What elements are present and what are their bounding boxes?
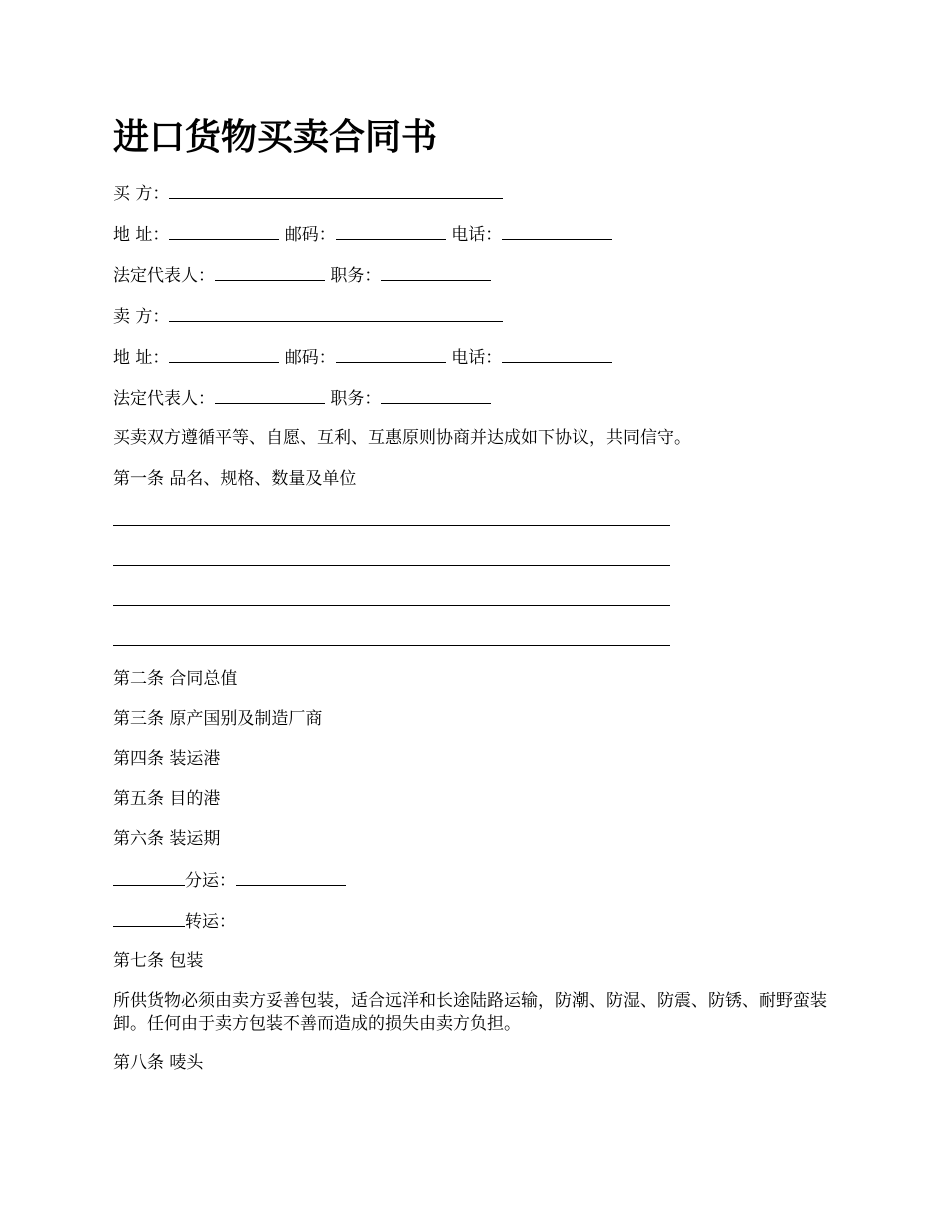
article-4-heading: 第四条 装运港	[113, 749, 221, 769]
article-1-blank-line-1[interactable]	[113, 525, 670, 526]
buyer-position-field[interactable]	[381, 262, 491, 281]
seller-postcode-field[interactable]	[336, 344, 446, 363]
buyer-rep-line	[113, 262, 491, 288]
buyer-party-label: 买 方：	[113, 184, 170, 204]
buyer-phone-field[interactable]	[502, 221, 612, 240]
partial-shipment-label: 分运：	[185, 871, 236, 891]
seller-phone-label: 电话：	[451, 348, 503, 368]
transshipment-line	[113, 908, 236, 934]
article-1-blank-line-2[interactable]	[113, 565, 670, 566]
article-5-heading: 第五条 目的港	[113, 789, 221, 809]
article-8-heading: 第八条 唛头	[113, 1053, 204, 1073]
buyer-address-line	[113, 221, 612, 247]
packaging-paragraph: 所供货物必须由卖方妥善包装，适合远洋和长途陆路运输，防潮、防湿、防震、防锈、耐野蛮装卸。任何由于卖方包装不善而造成的损失由卖方负担。	[113, 991, 827, 1034]
article-2-heading: 第二条 合同总值	[113, 669, 238, 689]
seller-party-label: 卖 方：	[113, 307, 170, 327]
buyer-rep-field[interactable]	[215, 262, 325, 281]
seller-postcode-label: 邮码：	[284, 348, 336, 368]
seller-address-field[interactable]	[169, 344, 279, 363]
buyer-address-label: 地 址：	[113, 225, 170, 245]
seller-phone-field[interactable]	[502, 344, 612, 363]
transshipment-label: 转运：	[185, 912, 236, 932]
partial-shipment-field[interactable]	[236, 867, 346, 886]
buyer-name-field[interactable]	[169, 180, 503, 199]
buyer-phone-label: 电话：	[451, 225, 503, 245]
seller-rep-line	[113, 385, 491, 411]
article-1-blank-line-4[interactable]	[113, 645, 670, 646]
seller-address-label: 地 址：	[113, 348, 170, 368]
buyer-position-label: 职务：	[330, 266, 382, 286]
article-3-heading: 第三条 原产国别及制造厂商	[113, 709, 323, 729]
preamble-text: 买卖双方遵循平等、自愿、互利、互惠原则协商并达成如下协议，共同信守。	[113, 428, 691, 448]
seller-address-line	[113, 344, 612, 370]
buyer-address-field[interactable]	[169, 221, 279, 240]
seller-party-line	[113, 303, 503, 329]
seller-position-label: 职务：	[330, 389, 382, 409]
seller-rep-label: 法定代表人：	[113, 389, 215, 409]
transshipment-choice-field[interactable]	[113, 908, 185, 927]
buyer-postcode-label: 邮码：	[284, 225, 336, 245]
seller-rep-field[interactable]	[215, 385, 325, 404]
buyer-rep-label: 法定代表人：	[113, 266, 215, 286]
document-title: 进口货物买卖合同书	[113, 116, 438, 158]
seller-name-field[interactable]	[169, 303, 503, 322]
article-1-blank-line-3[interactable]	[113, 605, 670, 606]
buyer-party-line	[113, 180, 503, 206]
partial-shipment-choice-field[interactable]	[113, 867, 185, 886]
article-7-heading: 第七条 包装	[113, 951, 204, 971]
article-6-heading: 第六条 装运期	[113, 829, 221, 849]
partial-shipment-line	[113, 867, 346, 893]
seller-position-field[interactable]	[381, 385, 491, 404]
article-1-heading: 第一条 品名、规格、数量及单位	[113, 469, 357, 489]
buyer-postcode-field[interactable]	[336, 221, 446, 240]
